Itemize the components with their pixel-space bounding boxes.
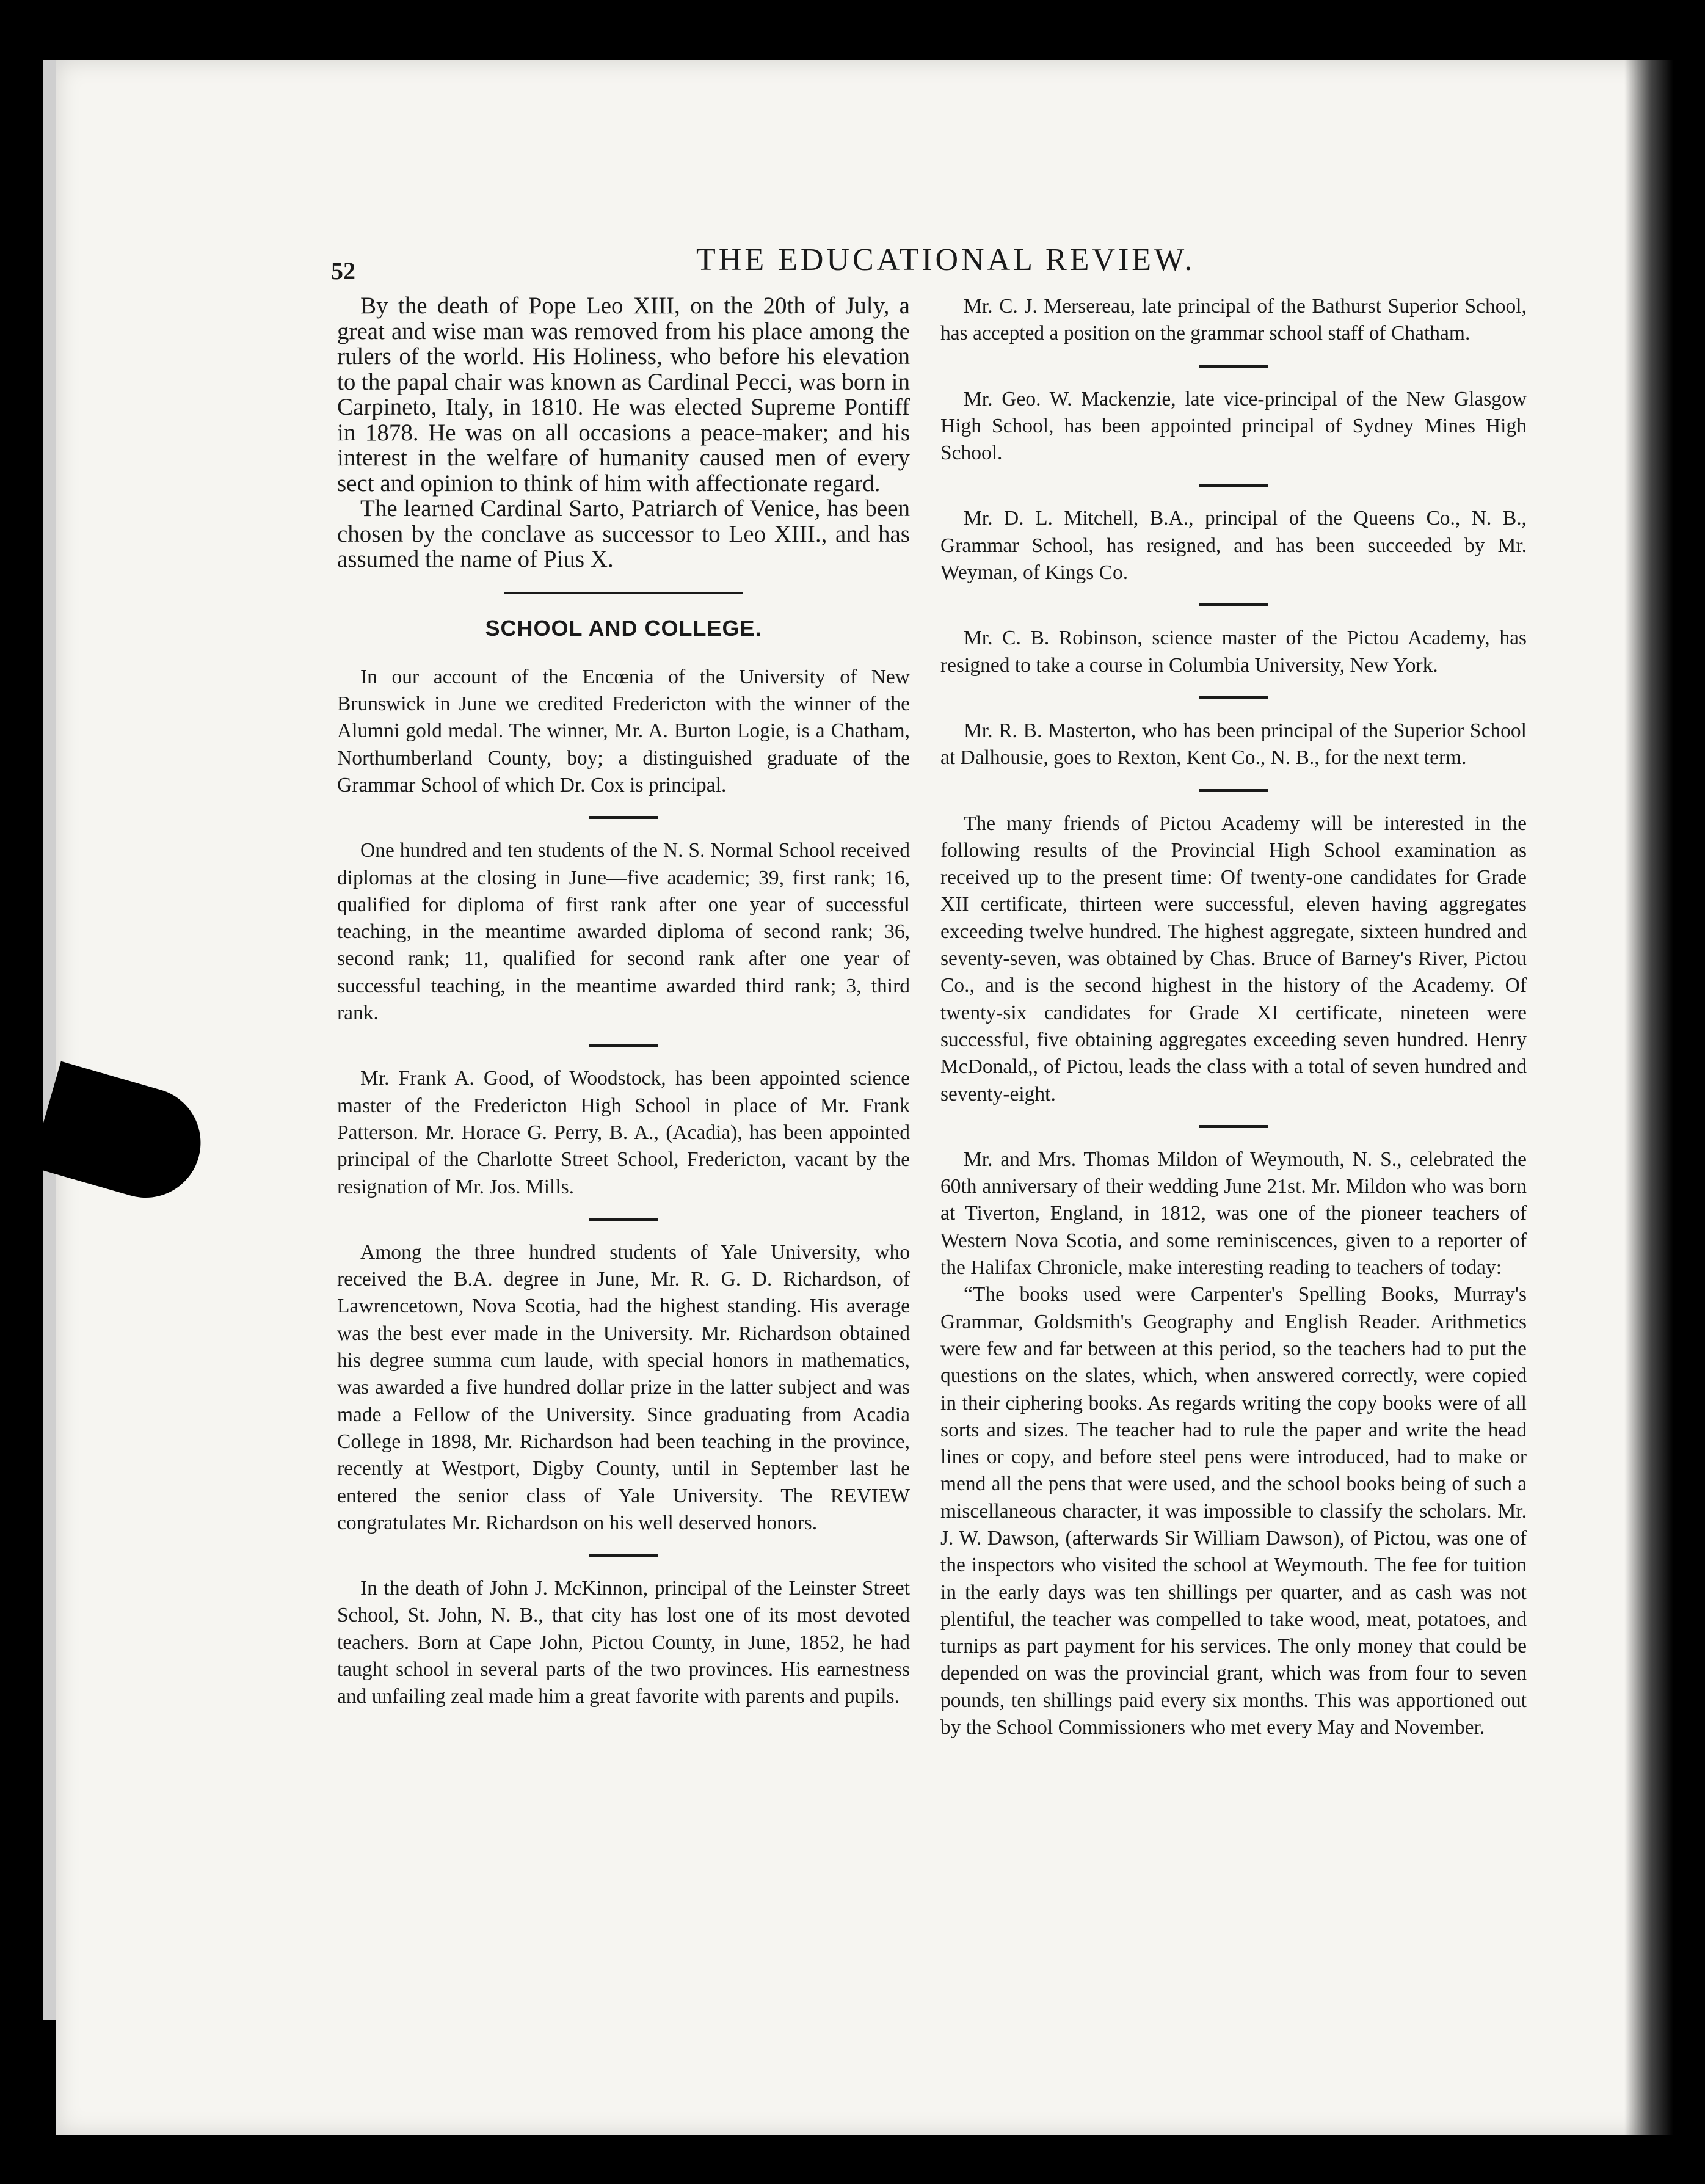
news-item-gold-medal: In our account of the Encœnia of the University of New Brunswick in June we credited Fredericton with the winner of the Alumni gold medal. The winner, Mr. A. Burton Logie, is a Chatham, Northumberland County, boy; a distinguished graduate of the Grammar School of which Dr. Cox is principal. [337,665,910,796]
item-divider [1199,1125,1268,1128]
news-item-mildon: Mr. and Mrs. Thomas Mildon of Weymouth, N. S., celebrated the 60th anniversary of their wedding June 21st. Mr. Mildon who was born at Tiverton, England, in 1812, was one of the pioneer teachers of Western Nova Scotia, and some reminiscences, given to a reporter of the Halifax Chronicle, make interesting reading to teachers of today: [940,1148,1527,1279]
page-curl-shadow [1624,60,1673,2135]
item-divider [589,1044,658,1047]
paragraph-pope-leo: By the death of Pope Leo XIII, on the 20th of July, a great and wise man was removed from his place among the rulers of the world. His Holiness, who before his elevation to the papal chair was known as Cardinal Pecci, was born in Carpineto, Italy, in 1810. He was elected Supreme Pontiff in 1878. He was on all occasions a peace-maker; and his interest in the welfare of humanity caused men of every sect and opinion to think of him with affectionate regard. [337,293,910,497]
item-divider [589,1554,658,1557]
running-header: THE EDUCATIONAL REVIEW. [696,242,1196,277]
news-item-appointments: Mr. Frank A. Good, of Woodstock, has been appointed science master of the Fredericton High School in place of Mr. Frank Patterson. Mr. Horace G. Perry, B. A., (Acadia), has been appointed principal of the Charlotte Street School, Fredericton, vacant by the resignation of Mr. Jos. Mills. [337,1067,910,1198]
news-item-normal-school: One hundred and ten students of the N. S. Normal School received diplomas at the closing in June—five academic; 39, first rank; 16, qualified for diploma of first rank after one year of successful teaching, in the meantime awarded diploma of second rank; 36, second rank; 11, qualified for second rank after one year of successful teaching, in the meantime awarded third rank; 3, third rank. [337,839,910,1025]
news-item-robinson: Mr. C. B. Robinson, science master of the Pictou Academy, has resigned to take a course in Columbia University, New York. [940,627,1527,677]
quote-mildon-reminiscence: “The books used were Carpenter's Spelling Books, Murray's Grammar, Goldsmith's Geography and English Reader. Arithmetics were few and far between at this period, so the teachers had to put the questions on the slates, which, when answered correctly, were copied in their ciphering books. As regards writing the copy books were of all sorts and sizes. The teacher had to rule the paper and write the head lines or copy, and before steel pens were introduced, had to make or mend all the pens that were used, and the school books being of such a miscellaneous character, it was impossible to classify the scholars. Mr. J. W. Dawson, (afterwards Sir William Dawson), of Pictou, was one of the inspectors who visited the school at Weymouth. The fee for tuition in the early days was ten shillings per quarter, and as cash was not plentiful, the teacher was compelled to take wood, meat, potatoes, and turnips as part payment for his services. The only money that could be depended on was the provincial grant, which was from four to seven pounds, ten shillings paid every six months. This was apportioned out by the School Commissioners who met every May and November. [940,1283,1527,1739]
news-item-mackenzie: Mr. Geo. W. Mackenzie, late vice-principal of the New Glasgow High School, has been appointed principal of Sydney Mines High School. [940,387,1527,465]
news-item-masterton: Mr. R. B. Masterton, who has been principal of the Superior School at Dalhousie, goes to Rexton, Kent Co., N. B., for the next term. [940,719,1527,770]
news-item-mitchell: Mr. D. L. Mitchell, B.A., principal of the Queens Co., N. B., Grammar School, has resigned, and has been succeeded by Mr. Weyman, of Kings Co. [940,507,1527,584]
item-divider [589,1218,658,1221]
news-item-pictou-academy: The many friends of Pictou Academy will be interested in the following results of the Provincial High School examination as received up to the present time: Of twenty-one candidates for Grade XII certificate, thirteen were successful, eleven having aggregates exceeding twelve hundred. The highest aggregate, sixteen hundred and seventy-seven, was obtained by Chas. Bruce of Barney's River, Pictou Co., and is the second highest in the history of the Academy. Of twenty-six candidates for Grade XI certificate, nineteen were successful, five obtaining aggregates exceeding seven hundred. Henry McDonald,, of Pictou, leads the class with a total of seven hundred and seventy-eight. [940,812,1527,1105]
section-heading: SCHOOL AND COLLEGE. [485,615,762,641]
page-number: 52 [331,257,355,285]
item-divider [1199,789,1268,792]
news-item-mersereau: Mr. C. J. Mersereau, late principal of the Bathurst Superior School, has accepted a position on the grammar school staff of Chatham. [940,295,1527,345]
item-divider [1199,696,1268,699]
item-divider [1199,365,1268,368]
news-item-yale: Among the three hundred students of Yale University, who received the B.A. degree in June, Mr. R. G. D. Richardson, of Lawrencetown, Nova Scotia, had the highest standing. His average was the best ever made in the University. Mr. Richardson obtained his degree summa cum laude, with special honors in mathematics, was awarded a five hundred dollar prize in the latter subject and was made a Fellow of the University. Since graduating from Acadia College in 1898, Mr. Richardson had been teaching in the province, recently at Westport, Digby County, until in September last he entered the senior class of Yale University. The REVIEW congratulates Mr. Richardson on his well deserved honors. [337,1240,910,1534]
right-column [940,293,1527,1741]
page-edge [43,60,57,2020]
item-divider [1199,603,1268,606]
section-divider [504,592,743,594]
left-column [337,293,910,1711]
news-item-mckinnon: In the death of John J. McKinnon, principal of the Leinster Street School, St. John, N. B., that city has lost one of its most devoted teachers. Born at Cape John, Pictou County, in June, 1852, he had taught school in several parts of the two provinces. His earnestness and unfailing zeal made him a great favorite with parents and pupils. [337,1577,910,1708]
item-divider [1199,484,1268,487]
item-divider [589,816,658,819]
paragraph-pius-x: The learned Cardinal Sarto, Patriarch of Venice, has been chosen by the conclave as successor to Leo XIII., and has assumed the name of Pius X. [337,495,910,572]
